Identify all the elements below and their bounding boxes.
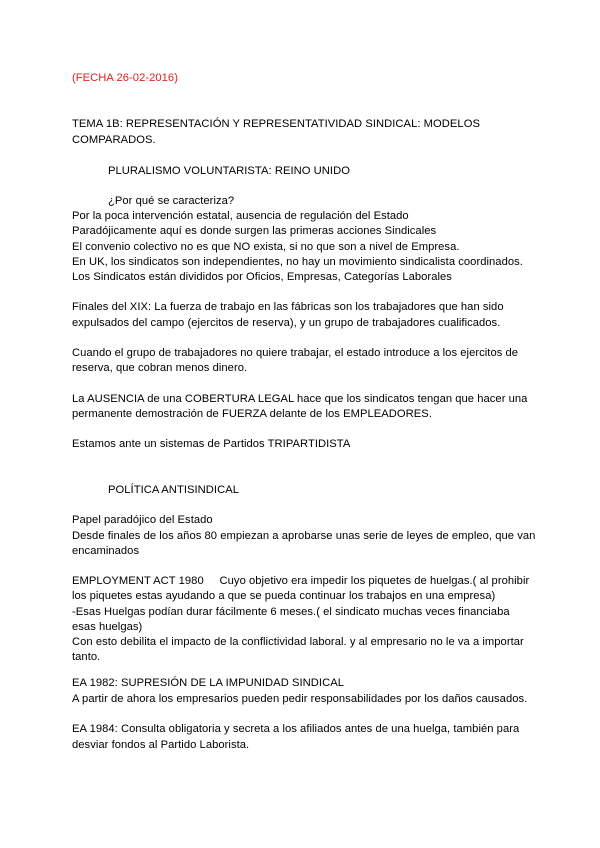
paragraph-ausencia-cobertura: La AUSENCIA de una COBERTURA LEGAL hace que los sindicatos tengan que hacer una bbox=[72, 393, 528, 405]
intro-line: Desde finales de los años 80 empiezan a aprobarse unas serie de leyes de empleo, que van bbox=[72, 530, 536, 542]
document-title-line-1: TEMA 1B: REPRESENTACIÓN Y REPRESENTATIVIDAD SINDICAL: MODELOS bbox=[72, 118, 480, 130]
section-question: ¿Por qué se caracteriza? bbox=[108, 195, 235, 207]
section-heading-pluralismo: PLURALISMO VOLUNTARISTA: REINO UNIDO bbox=[108, 165, 350, 177]
intro-line: Papel paradójico del Estado bbox=[72, 514, 213, 526]
ea-1984-line: desviar fondos al Partido Laborista. bbox=[72, 739, 250, 751]
ea-1982-heading: EA 1982: SUPRESIÓN DE LA IMPUNIDAD SINDICAL bbox=[72, 677, 344, 689]
intro-line: encaminados bbox=[72, 545, 140, 557]
employment-act-1980-line: esas huelgas) bbox=[72, 621, 143, 633]
characteristic-line: Los Sindicatos están divididos por Oficios, Empresas, Categorías Laborales bbox=[72, 271, 452, 283]
document-date: (FECHA 26-02-2016) bbox=[72, 72, 178, 84]
paragraph-finales-xix: Finales del XIX: La fuerza de trabajo en las fábricas son los trabajadores que han sido bbox=[72, 301, 504, 313]
paragraph-ejercitos-reserva: reserva, que cobran menos dinero. bbox=[72, 362, 248, 374]
characteristic-line: En UK, los sindicatos son independientes, no hay un movimiento sindicalista coordinados. bbox=[72, 256, 523, 268]
employment-act-1980-line: Con esto debilita el impacto de la conflictividad laboral. y al empresario no le va a importar bbox=[72, 636, 524, 648]
characteristic-line: Paradójicamente aquí es donde surgen las primeras acciones Sindicales bbox=[72, 225, 437, 237]
employment-act-1980-line: los piquetes estas ayudando a que se pueda continuar los trabajos en una empresa) bbox=[72, 590, 496, 602]
employment-act-1980-line: -Esas Huelgas podían durar fácilmente 6 meses.( el sindicato muchas veces financiaba bbox=[72, 606, 510, 618]
section-heading-antisindical: POLÍTICA ANTISINDICAL bbox=[108, 484, 239, 496]
paragraph-ejercitos-reserva: Cuando el grupo de trabajadores no quiere trabajar, el estado introduce a los ejercitos de bbox=[72, 347, 519, 359]
employment-act-1980-line: EMPLOYMENT ACT 1980 Cuyo objetivo era impedir los piquetes de huelgas.( al prohibir bbox=[72, 575, 530, 587]
ea-1982-line: A partir de ahora los empresarios pueden pedir responsabilidades por los daños causados. bbox=[72, 693, 528, 705]
paragraph-tripartidista: Estamos ante un sistemas de Partidos TRIPARTIDISTA bbox=[72, 438, 351, 450]
employment-act-1980-line: tanto. bbox=[72, 651, 101, 663]
characteristic-line: Por la poca intervención estatal, ausencia de regulación del Estado bbox=[72, 210, 409, 222]
ea-1984-line: EA 1984: Consulta obligatoria y secreta a los afiliados antes de una huelga, también para bbox=[72, 723, 520, 735]
paragraph-finales-xix: expulsados del campo (ejercitos de reserva), y un grupo de trabajadores cualificados. bbox=[72, 317, 501, 329]
paragraph-ausencia-cobertura: permanente demostración de FUERZA delante de los EMPLEADORES. bbox=[72, 408, 432, 420]
document-title-line-2: COMPARADOS. bbox=[72, 134, 156, 146]
characteristic-line: El convenio colectivo no es que NO exista, si no que son a nivel de Empresa. bbox=[72, 241, 460, 253]
